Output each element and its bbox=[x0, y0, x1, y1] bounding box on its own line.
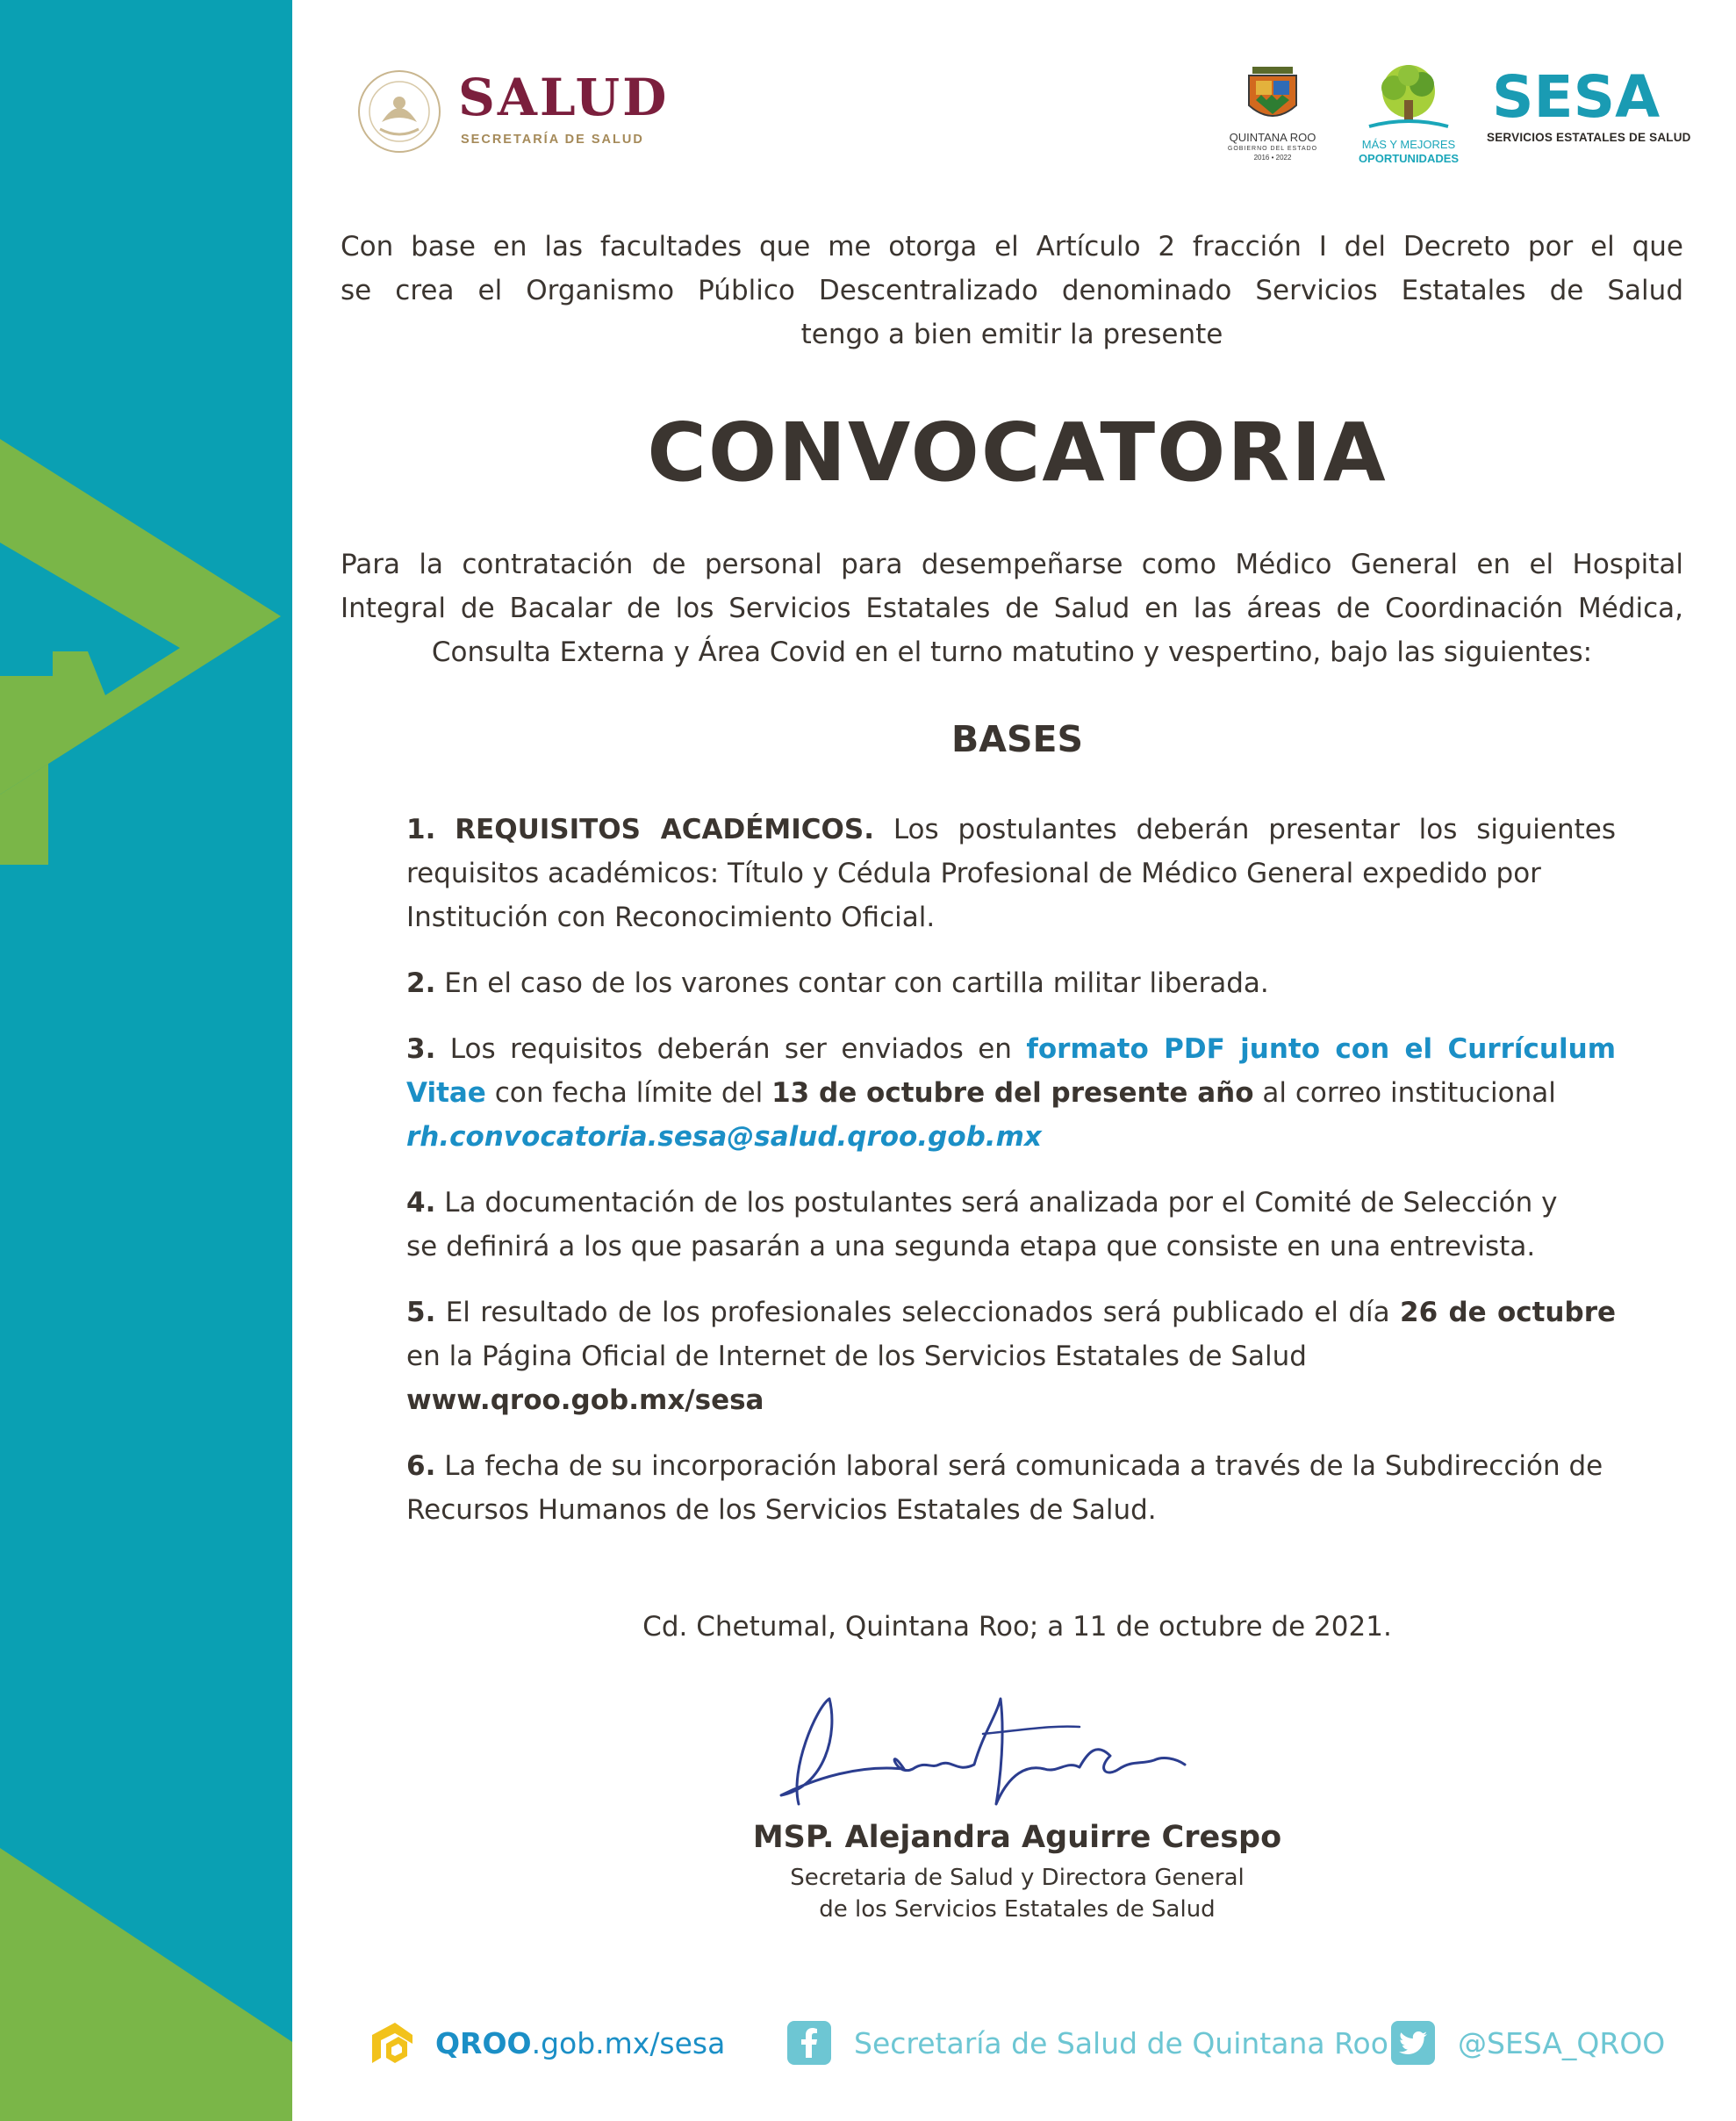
item-text: Los requisitos deberán ser enviados en bbox=[449, 1033, 1012, 1065]
result-date: 26 de octubre bbox=[1400, 1297, 1617, 1328]
sesa-wordmark: SESA bbox=[1492, 63, 1661, 131]
handwritten-signature bbox=[764, 1681, 1220, 1830]
item-text: La fecha de su incorporación laboral será comunicada a través de la Subdirección de bbox=[444, 1450, 1603, 1482]
base-item-4 bbox=[406, 1181, 1616, 1269]
purpose-line-3: Consulta Externa y Área Covid en el turno matutino y vespertino, bajo las siguientes: bbox=[431, 636, 1593, 668]
page-title: CONVOCATORIA bbox=[647, 406, 1388, 500]
intro-line-3: tengo a bien emitir la presente bbox=[800, 319, 1223, 350]
item-number: 3. bbox=[406, 1033, 436, 1065]
item-number: 6. bbox=[406, 1450, 436, 1482]
item-text: con fecha límite del bbox=[494, 1077, 764, 1109]
footer-facebook[interactable] bbox=[787, 2021, 1388, 2065]
salud-logo bbox=[355, 63, 671, 160]
item-text-last: se definirá a los que pasarán a una segunda etapa que consiste en una entrevista. bbox=[406, 1231, 1536, 1262]
qroo-name: QUINTANA ROO bbox=[1229, 131, 1316, 144]
footer-web-strong: QROO bbox=[435, 2025, 532, 2060]
tree-icon bbox=[1352, 61, 1466, 133]
website-url[interactable]: www.qroo.gob.mx/sesa bbox=[406, 1384, 764, 1416]
item-text: La documentación de los postulantes será analizada por el Comité de Selección y bbox=[444, 1187, 1558, 1219]
item-number: 2. bbox=[406, 967, 436, 999]
item-heading: REQUISITOS ACADÉMICOS. bbox=[455, 814, 874, 845]
sesa-logo bbox=[1483, 63, 1691, 152]
facebook-icon bbox=[787, 2021, 831, 2065]
item-text: Los postulantes deberán presentar los siguientes requisitos académicos: Título y Cédula Profesional de Médico General expedido por bbox=[406, 814, 1616, 889]
twitter-handle: @SESA_QROO bbox=[1458, 2025, 1666, 2060]
signer-role-line-1: Secretaria de Salud y Directora General bbox=[790, 1865, 1245, 1891]
quintana-roo-logo bbox=[1207, 63, 1338, 169]
mas-y-mejores-logo bbox=[1352, 61, 1466, 171]
signer-role-line-2: de los Servicios Estatales de Salud bbox=[819, 1896, 1216, 1923]
item-number: 5. bbox=[406, 1297, 436, 1328]
decorative-side-band bbox=[0, 0, 292, 2121]
intro-line-2: se crea el Organismo Público Descentralizado denominado Servicios Estatales de Salud bbox=[341, 275, 1683, 306]
email-link[interactable]: rh.convocatoria.sesa@salud.qroo.gob.mx bbox=[406, 1121, 1042, 1153]
bases-heading: BASES bbox=[950, 718, 1084, 760]
greek-fret-decoration bbox=[0, 0, 292, 2121]
mas-line2: OPORTUNIDADES bbox=[1358, 152, 1460, 165]
item-text: En el caso de los varones contar con cartilla militar liberada. bbox=[444, 967, 1269, 999]
intro-line-1: Con base en las facultades que me otorga el Artículo 2 fracción I del Decreto por el que bbox=[341, 231, 1683, 262]
base-item-1 bbox=[406, 808, 1616, 939]
item-text: en la Página Oficial de Internet de los Servicios Estatales de Salud bbox=[406, 1341, 1307, 1372]
salud-subtitle: SECRETARÍA DE SALUD bbox=[461, 133, 644, 147]
item-text: El resultado de los profesionales seleccionados será publicado el día bbox=[445, 1297, 1390, 1328]
mexican-seal-icon bbox=[355, 68, 443, 155]
footer-website[interactable] bbox=[369, 2021, 725, 2065]
mas-line1: MÁS Y MEJORES bbox=[1361, 138, 1456, 151]
qroo-line2: GOBIERNO DEL ESTADO bbox=[1227, 146, 1318, 152]
qroo-logo-icon bbox=[369, 2019, 416, 2067]
item-text: al correo institucional bbox=[1262, 1077, 1556, 1109]
deadline-date: 13 de octubre del presente año bbox=[771, 1077, 1254, 1109]
item-number: 1. bbox=[406, 814, 436, 845]
footer-twitter[interactable] bbox=[1391, 2021, 1665, 2065]
purpose-paragraph bbox=[341, 543, 1683, 674]
item-number: 4. bbox=[406, 1187, 436, 1219]
signer-name: MSP. Alejandra Aguirre Crespo bbox=[752, 1820, 1282, 1855]
place-date: Cd. Chetumal, Quintana Roo; a 11 de octubre de 2021. bbox=[642, 1611, 1392, 1643]
base-item-5 bbox=[406, 1291, 1616, 1422]
base-item-3 bbox=[406, 1027, 1616, 1159]
twitter-icon bbox=[1391, 2021, 1435, 2065]
facebook-label: Secretaría de Salud de Quintana Roo bbox=[854, 2025, 1388, 2060]
qroo-years: 2016 • 2022 bbox=[1253, 154, 1292, 162]
quintana-roo-shield-icon bbox=[1207, 63, 1338, 128]
sesa-subtitle: SERVICIOS ESTATALES DE SALUD bbox=[1487, 131, 1691, 144]
purpose-line-2: Integral de Bacalar de los Servicios Estatales de Salud en las áreas de Coordinación Médica, bbox=[341, 593, 1683, 624]
footer-web-rest: .gob.mx/sesa bbox=[531, 2025, 726, 2060]
salud-wordmark: SALUD bbox=[458, 68, 670, 127]
base-item-2 bbox=[406, 961, 1616, 1005]
item-text-last: Institución con Reconocimiento Oficial. bbox=[406, 902, 936, 933]
purpose-line-1: Para la contratación de personal para desempeñarse como Médico General en el Hospital bbox=[341, 549, 1683, 580]
base-item-6 bbox=[406, 1444, 1616, 1532]
pdf-cv-highlight: formato PDF junto con el Currículum Vitae bbox=[406, 1033, 1617, 1109]
item-text-last: Recursos Humanos de los Servicios Estatales de Salud. bbox=[406, 1494, 1157, 1526]
intro-paragraph bbox=[341, 225, 1683, 356]
